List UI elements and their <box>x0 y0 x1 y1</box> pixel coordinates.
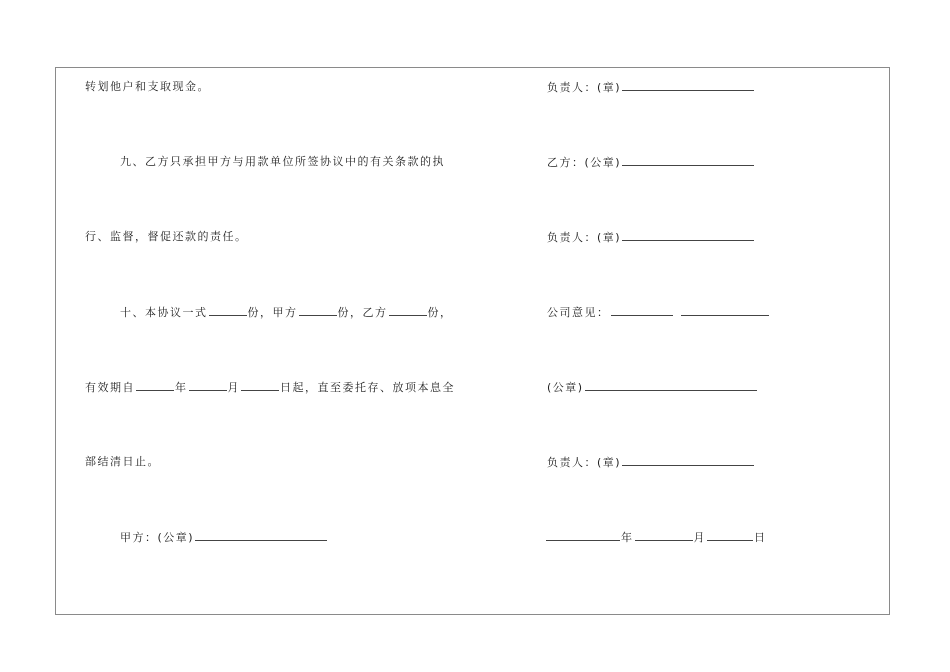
date-month-blank[interactable] <box>635 530 693 541</box>
paragraph-transfer-cash <box>85 80 210 94</box>
party-b-seal-blank[interactable] <box>622 155 754 166</box>
clause-ten-line-1 <box>120 305 453 320</box>
text-responsible-2: 负责人：(章) <box>547 231 622 244</box>
clause-nine-line-1 <box>120 155 445 169</box>
date-year-blank[interactable] <box>546 530 620 541</box>
text-party-a-seal: 甲方：(公章) <box>120 531 195 544</box>
company-opinion-blank-2[interactable] <box>681 305 769 316</box>
responsible-person-line-1 <box>547 80 755 95</box>
text-month: 月 <box>227 381 240 394</box>
valid-month-blank[interactable] <box>189 380 227 391</box>
text-party-b-copies: 份，乙方 <box>337 306 388 319</box>
text-company-opinion: 公司意见： <box>547 306 610 319</box>
responsible-2-blank[interactable] <box>622 230 754 241</box>
responsible-3-blank[interactable] <box>622 455 754 466</box>
party-b-copies-blank[interactable] <box>389 305 427 316</box>
text-clause-nine-2: 行、监督，督促还款的责任。 <box>85 230 248 243</box>
text-year: 年 <box>175 381 188 394</box>
party-b-seal-line <box>547 155 755 170</box>
company-seal-line <box>547 380 758 395</box>
text-responsible-3: 负责人：(章) <box>547 456 622 469</box>
date-line <box>545 530 767 545</box>
text-copies-end: 份， <box>427 306 453 319</box>
text-date-month: 月 <box>693 531 706 544</box>
valid-day-blank[interactable] <box>241 380 279 391</box>
text-party-b-seal: 乙方：(公章) <box>547 156 622 169</box>
valid-year-blank[interactable] <box>136 380 174 391</box>
date-day-blank[interactable] <box>707 530 753 541</box>
text-date-day: 日 <box>754 531 767 544</box>
copies-total-blank[interactable] <box>209 305 247 316</box>
clause-ten-line-3 <box>85 455 160 469</box>
text-settled: 部结清日止。 <box>85 455 160 468</box>
text-company-seal: (公章) <box>547 381 584 394</box>
clause-nine-line-2 <box>85 230 248 244</box>
text-day-until: 日起，直至委托存、放项本息全 <box>280 381 455 394</box>
text-copies-label: 十、本协议一式 <box>120 306 208 319</box>
text-date-year: 年 <box>621 531 634 544</box>
text-responsible-1: 负责人：(章) <box>547 81 622 94</box>
text-transfer-cash: 转划他户和支取现金。 <box>85 80 210 93</box>
responsible-person-line-2 <box>547 230 755 245</box>
text-clause-nine-1: 九、乙方只承担甲方与用款单位所签协议中的有关条款的执 <box>120 155 445 168</box>
party-a-seal-line <box>120 530 328 545</box>
party-a-copies-blank[interactable] <box>299 305 337 316</box>
clause-ten-line-2 <box>85 380 455 395</box>
text-valid-from: 有效期自 <box>85 381 135 394</box>
responsible-person-line-3 <box>547 455 755 470</box>
company-seal-blank[interactable] <box>585 380 757 391</box>
responsible-1-blank[interactable] <box>622 80 754 91</box>
company-opinion-line <box>547 305 770 320</box>
company-opinion-blank-1[interactable] <box>611 305 673 316</box>
party-a-seal-blank[interactable] <box>195 530 327 541</box>
text-party-a-copies: 份，甲方 <box>247 306 298 319</box>
